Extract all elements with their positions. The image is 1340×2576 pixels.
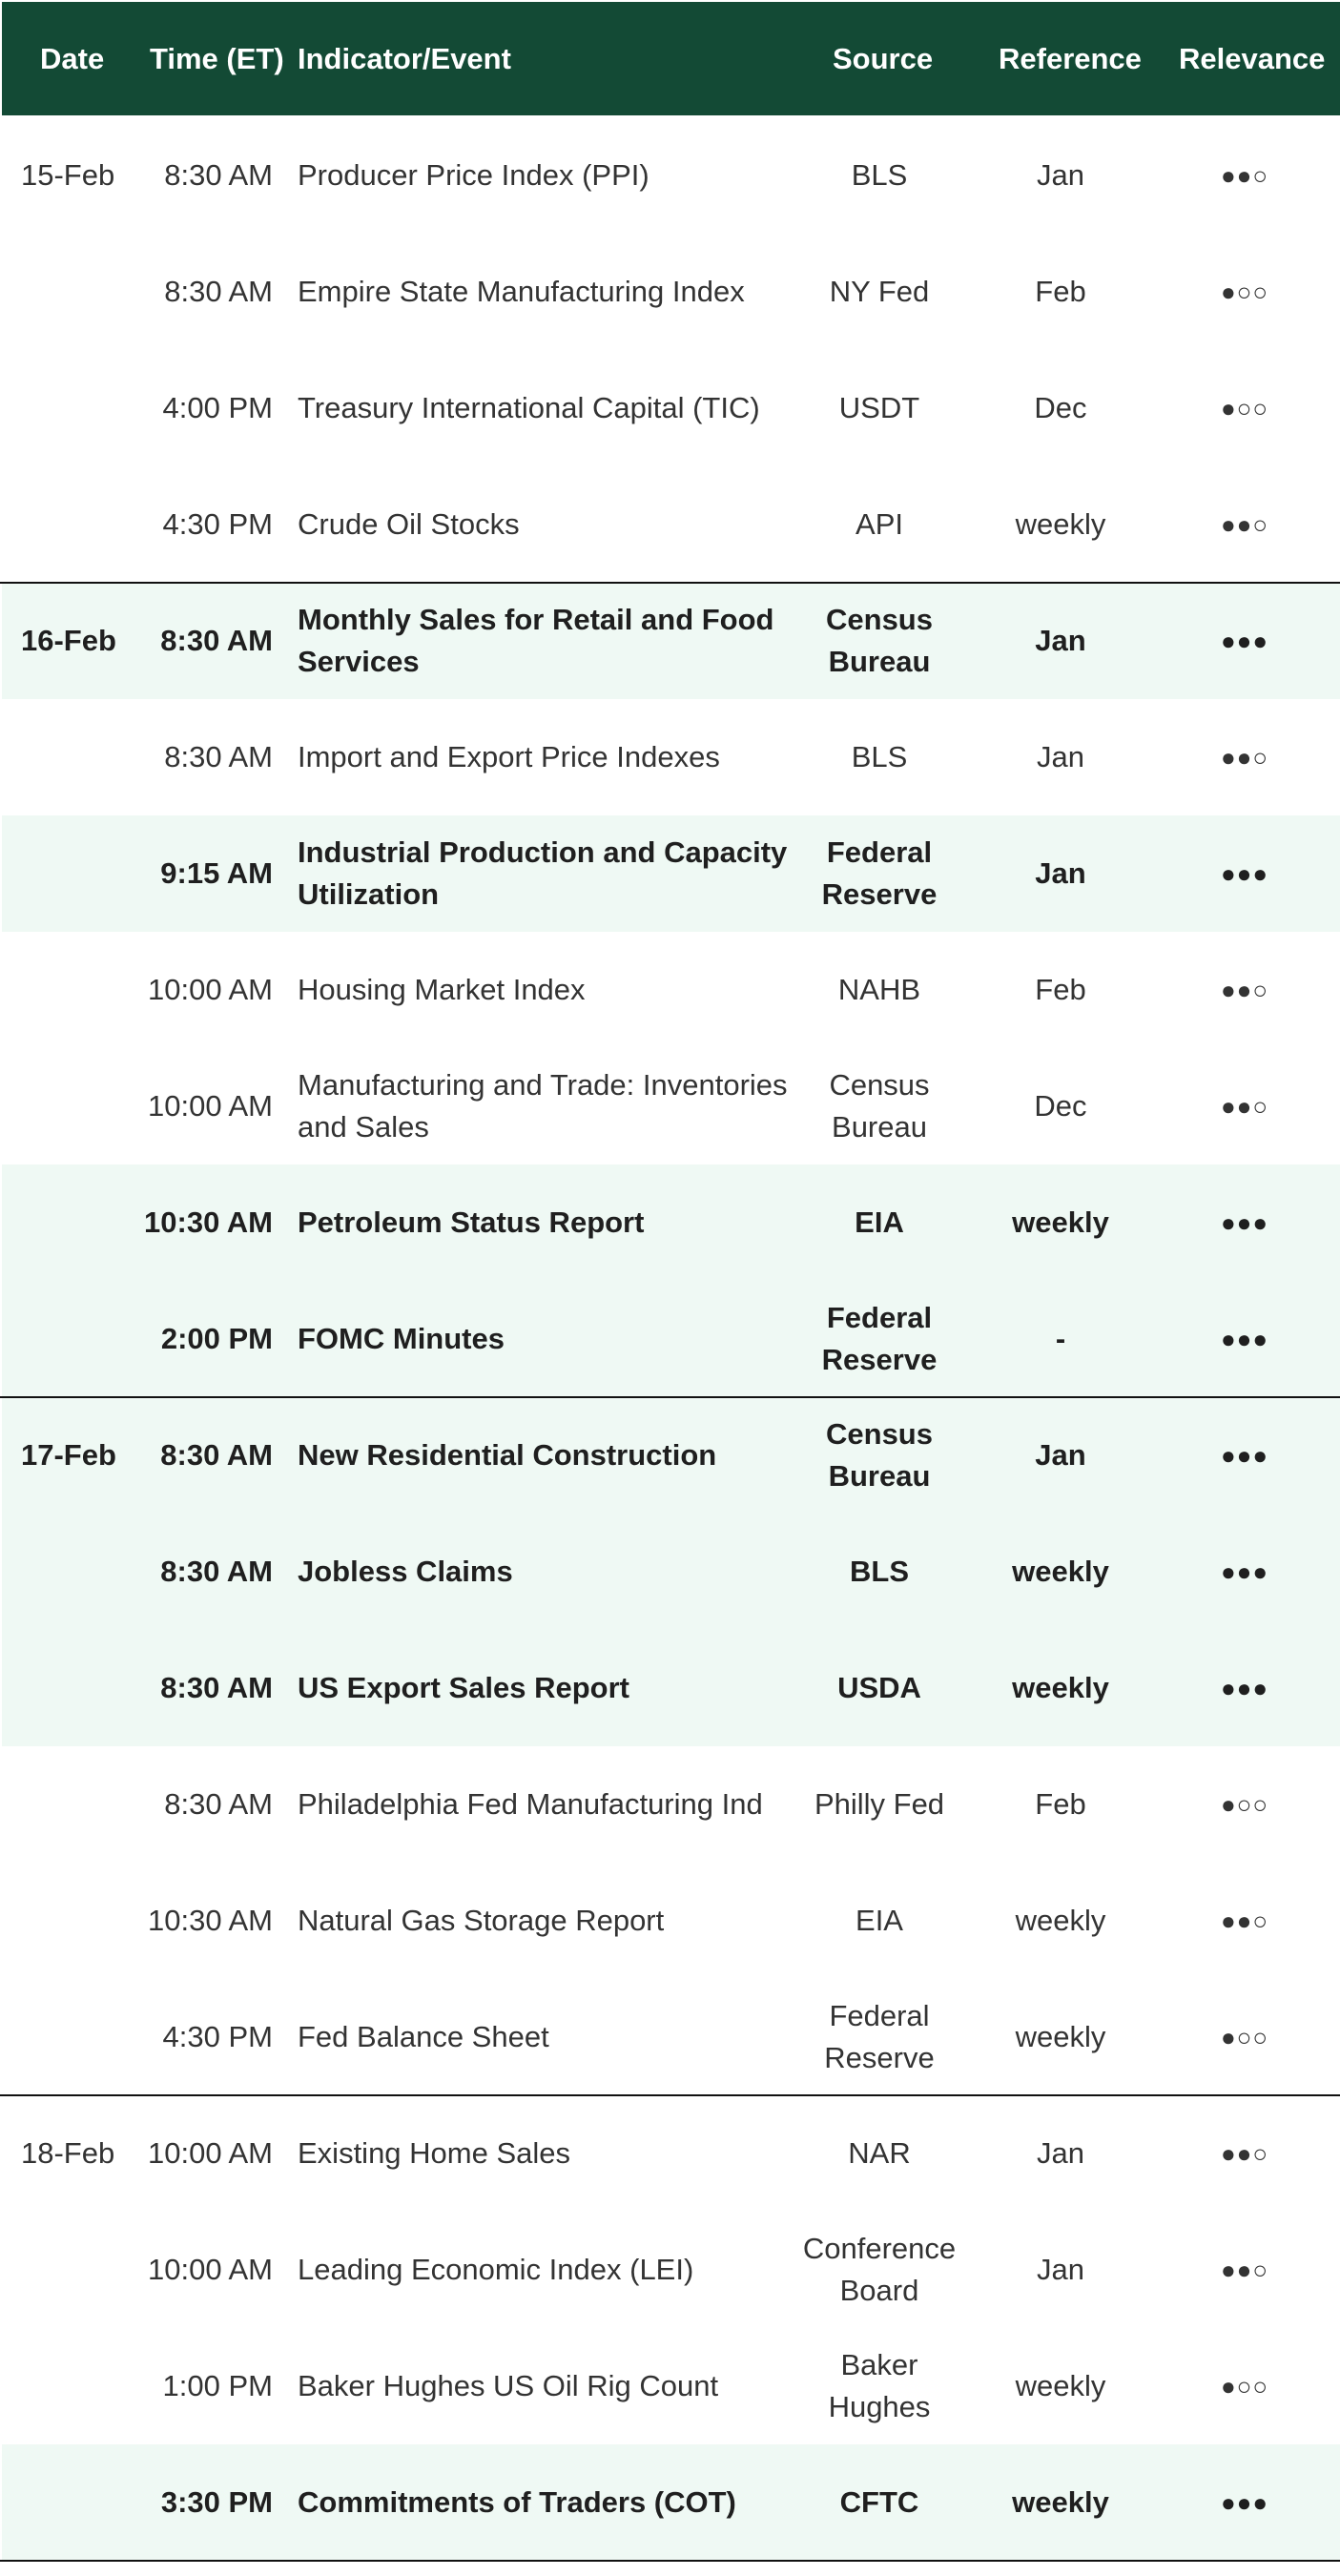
reference-cell: Jan: [1037, 158, 1084, 192]
relevance-indicator: ●○○: [1220, 2372, 1269, 2401]
reference-cell: weekly: [1015, 2369, 1106, 2402]
source-cell: Census Bureau: [826, 603, 933, 678]
event-cell: Philadelphia Fed Manufacturing Ind: [298, 1787, 763, 1821]
relevance-indicator: ●●●: [1220, 859, 1269, 888]
event-cell: Manufacturing and Trade: Inventories and Sales: [298, 1068, 788, 1144]
source-cell: Federal Reserve: [824, 1999, 935, 2074]
reference-cell: weekly: [1015, 1904, 1106, 1937]
relevance-indicator: ●●○: [1220, 161, 1269, 190]
event-cell: Housing Market Index: [298, 973, 586, 1006]
date-cell: [21, 234, 145, 350]
table-row: [2, 117, 1340, 234]
source-cell: Federal Reserve: [821, 1301, 938, 1376]
reference-cell: Feb: [1035, 275, 1086, 308]
time-cell: 3:30 PM: [160, 2485, 273, 2519]
time-cell: 8:30 AM: [164, 275, 273, 308]
time-cell: 8:30 AM: [164, 1787, 273, 1821]
time-cell: 8:30 AM: [160, 1555, 273, 1588]
source-cell: Census Bureau: [829, 1068, 930, 1144]
reference-cell: Dec: [1034, 391, 1087, 424]
date-group-divider: [0, 582, 1340, 584]
header-reference: Reference: [999, 42, 1142, 75]
table-row: [2, 583, 1340, 699]
table-row: [2, 699, 1340, 815]
table-row: [2, 1281, 1340, 1397]
reference-cell: Jan: [1035, 856, 1086, 890]
source-cell: NAR: [848, 2136, 911, 2170]
table-row: [2, 1397, 1340, 1514]
header-date: Date: [40, 42, 105, 75]
event-cell: Petroleum Status Report: [298, 1206, 645, 1239]
date-cell: [21, 1979, 145, 2095]
table-row: [2, 2444, 1340, 2561]
event-cell: Producer Price Index (PPI): [298, 158, 649, 192]
reference-cell: weekly: [1012, 2485, 1109, 2519]
relevance-indicator: ●●●: [1220, 1325, 1269, 1353]
reference-cell: weekly: [1012, 1671, 1109, 1704]
table-row: [2, 1746, 1340, 1863]
date-cell: 18-Feb: [21, 2136, 115, 2170]
source-cell: USDT: [838, 391, 920, 424]
date-cell: [21, 1048, 145, 1164]
relevance-indicator: ●●●: [1220, 1557, 1269, 1586]
relevance-indicator: ●●●: [1220, 627, 1269, 655]
time-cell: 10:30 AM: [148, 1904, 273, 1937]
reference-cell: Feb: [1035, 973, 1086, 1006]
time-cell: 10:30 AM: [144, 1206, 273, 1239]
reference-cell: weekly: [1012, 1206, 1109, 1239]
relevance-indicator: ●●○: [1220, 1906, 1269, 1935]
source-cell: Census Bureau: [826, 1417, 933, 1493]
table-row: [2, 1630, 1340, 1746]
date-cell: [21, 2328, 145, 2444]
reference-cell: weekly: [1012, 1555, 1109, 1588]
reference-cell: Dec: [1034, 1089, 1087, 1123]
header-time: Time (ET): [150, 42, 284, 75]
time-cell: 8:30 AM: [164, 740, 273, 773]
date-cell: [21, 699, 145, 815]
event-cell: Empire State Manufacturing Index: [298, 275, 745, 308]
relevance-indicator: ●●●: [1220, 1208, 1269, 1237]
relevance-indicator: ●●●: [1220, 1674, 1269, 1702]
time-cell: 1:00 PM: [162, 2369, 273, 2402]
table-row: [2, 1514, 1340, 1630]
event-cell: New Residential Construction: [298, 1438, 717, 1472]
event-cell: Commitments of Traders (COT): [298, 2485, 736, 2519]
relevance-indicator: ●●○: [1220, 743, 1269, 772]
table-row: [2, 2095, 1340, 2212]
header-relevance: Relevance: [1179, 42, 1326, 75]
table-row: [2, 350, 1340, 466]
date-cell: [21, 1630, 145, 1746]
source-cell: BLS: [851, 740, 908, 773]
table-row: [2, 1979, 1340, 2095]
table-row: [2, 234, 1340, 350]
event-cell: Industrial Production and Capacity Utilization: [298, 835, 788, 911]
source-cell: CFTC: [839, 2485, 919, 2519]
relevance-indicator: ●●○: [1220, 2256, 1269, 2284]
event-cell: US Export Sales Report: [298, 1671, 629, 1704]
event-cell: Leading Economic Index (LEI): [298, 2253, 694, 2286]
table-row: [2, 2212, 1340, 2328]
date-group-divider: [0, 2094, 1340, 2096]
reference-cell: -: [1055, 1322, 1066, 1355]
table-row: [2, 1863, 1340, 1979]
date-cell: [21, 2212, 145, 2328]
event-cell: Treasury International Capital (TIC): [298, 391, 760, 424]
source-cell: EIA: [855, 1206, 904, 1239]
relevance-indicator: ●○○: [1220, 394, 1269, 422]
source-cell: USDA: [837, 1671, 921, 1704]
reference-cell: Jan: [1035, 624, 1086, 657]
relevance-indicator: ●●●: [1220, 2488, 1269, 2517]
date-cell: [21, 466, 145, 583]
relevance-indicator: ●●○: [1220, 976, 1269, 1004]
time-cell: 10:00 AM: [148, 973, 273, 1006]
reference-cell: Jan: [1037, 740, 1084, 773]
time-cell: 10:00 AM: [148, 2136, 273, 2170]
time-cell: 9:15 AM: [160, 856, 273, 890]
reference-cell: weekly: [1015, 2020, 1106, 2053]
source-cell: NY Fed: [829, 275, 930, 308]
table-header: [2, 2, 1340, 115]
source-cell: Conference Board: [802, 2232, 957, 2307]
time-cell: 2:00 PM: [160, 1322, 273, 1355]
time-cell: 4:00 PM: [162, 391, 273, 424]
relevance-indicator: ●●○: [1220, 2139, 1269, 2168]
reference-cell: Jan: [1037, 2253, 1084, 2286]
time-cell: 4:30 PM: [162, 2020, 273, 2053]
time-cell: 8:30 AM: [160, 1438, 273, 1472]
source-cell: BLS: [850, 1555, 909, 1588]
reference-cell: Feb: [1035, 1787, 1086, 1821]
relevance-indicator: ●●○: [1220, 510, 1269, 539]
event-cell: Monthly Sales for Retail and Food Services: [298, 603, 774, 678]
source-cell: Philly Fed: [814, 1787, 945, 1821]
date-cell: [21, 350, 145, 466]
date-group-divider: [0, 2560, 1340, 2562]
date-cell: [21, 2444, 145, 2561]
date-cell: 16-Feb: [21, 624, 116, 657]
event-cell: Jobless Claims: [298, 1555, 513, 1588]
source-cell: Baker Hughes: [828, 2348, 931, 2423]
reference-cell: Jan: [1037, 2136, 1084, 2170]
reference-cell: weekly: [1015, 507, 1106, 541]
source-cell: BLS: [851, 158, 908, 192]
event-cell: Crude Oil Stocks: [298, 507, 520, 541]
table-row: [2, 1164, 1340, 1281]
date-cell: [21, 1514, 145, 1630]
date-cell: 15-Feb: [21, 158, 115, 192]
table-row: [2, 815, 1340, 932]
reference-cell: Jan: [1035, 1438, 1086, 1472]
date-cell: [21, 1164, 145, 1281]
date-cell: 17-Feb: [21, 1438, 116, 1472]
relevance-indicator: ●○○: [1220, 278, 1269, 306]
relevance-indicator: ●●●: [1220, 1441, 1269, 1470]
relevance-indicator: ●●○: [1220, 1092, 1269, 1121]
time-cell: 10:00 AM: [148, 2253, 273, 2286]
event-cell: Fed Balance Sheet: [298, 2020, 549, 2053]
time-cell: 8:30 AM: [160, 624, 273, 657]
header-event: Indicator/Event: [298, 42, 511, 75]
table-row: [2, 2328, 1340, 2444]
relevance-indicator: ●○○: [1220, 2023, 1269, 2051]
event-cell: Import and Export Price Indexes: [298, 740, 720, 773]
time-cell: 8:30 AM: [160, 1671, 273, 1704]
table-row: [2, 466, 1340, 583]
time-cell: 4:30 PM: [162, 507, 273, 541]
source-cell: EIA: [856, 1904, 903, 1937]
table-row: [2, 1048, 1340, 1164]
time-cell: 10:00 AM: [148, 1089, 273, 1123]
time-cell: 8:30 AM: [164, 158, 273, 192]
date-cell: [21, 1746, 145, 1863]
date-cell: [21, 815, 145, 932]
date-cell: [21, 932, 145, 1048]
event-cell: Natural Gas Storage Report: [298, 1904, 665, 1937]
date-cell: [21, 1863, 145, 1979]
date-cell: [21, 1281, 145, 1397]
source-cell: Federal Reserve: [821, 835, 938, 911]
event-cell: Existing Home Sales: [298, 2136, 571, 2170]
header-source: Source: [833, 42, 934, 75]
event-cell: FOMC Minutes: [298, 1322, 505, 1355]
event-cell: Baker Hughes US Oil Rig Count: [298, 2369, 719, 2402]
relevance-indicator: ●○○: [1220, 1790, 1269, 1819]
source-cell: API: [856, 507, 903, 541]
source-cell: NAHB: [837, 973, 921, 1006]
table-row: [2, 932, 1340, 1048]
date-group-divider: [0, 1396, 1340, 1398]
